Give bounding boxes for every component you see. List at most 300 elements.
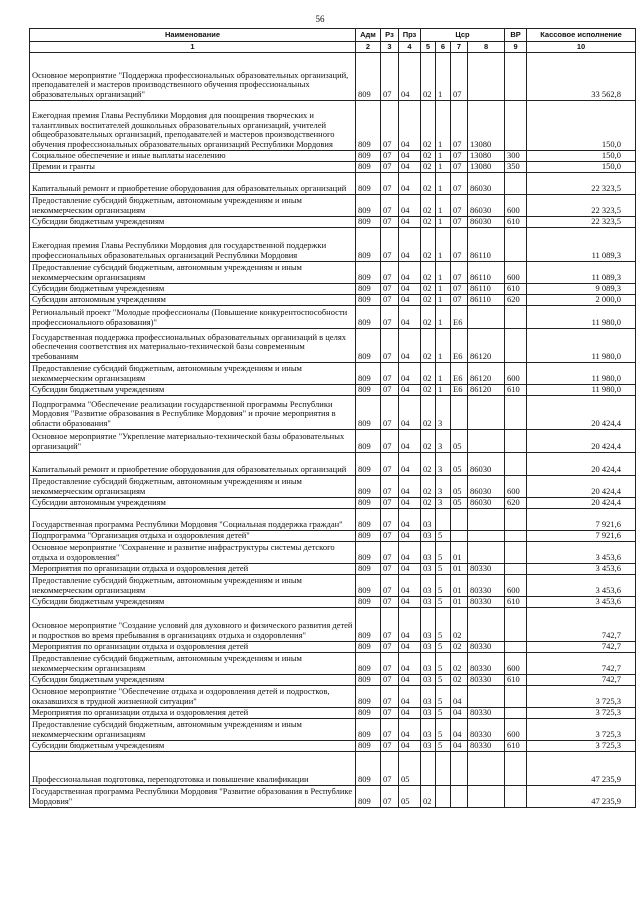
cell-rz: 07: [381, 652, 399, 674]
cell-vr: [505, 429, 527, 452]
colnum: 6: [436, 42, 451, 53]
cell-csr-2: 1: [436, 384, 451, 395]
cell-adm: 809: [356, 785, 381, 807]
cell-csr-2: 5: [436, 641, 451, 652]
cell-csr-3: 01: [451, 596, 468, 607]
cell-csr-1: 03: [421, 674, 436, 685]
table-row: [30, 674, 636, 685]
cell-adm: 809: [356, 227, 381, 261]
colnum: 4: [399, 42, 421, 53]
cell-prz: 04: [399, 328, 421, 362]
cell-csr-2: 1: [436, 294, 451, 305]
cell-prz: 04: [399, 574, 421, 596]
table-row: [30, 452, 636, 475]
cell-vr: [505, 685, 527, 707]
table-row: [30, 384, 636, 395]
cell-csr-2: 5: [436, 652, 451, 674]
cell-csr-3: 01: [451, 563, 468, 574]
table-row: [30, 508, 636, 530]
cell-prz: 04: [399, 305, 421, 328]
cell-csr-3: 02: [451, 641, 468, 652]
cell-csr-1: 02: [421, 475, 436, 497]
cell-csr-1: 02: [421, 328, 436, 362]
cell-csr-3: 07: [451, 100, 468, 150]
cell-prz: 04: [399, 508, 421, 530]
cell-prz: 05: [399, 785, 421, 807]
cell-prz: 04: [399, 294, 421, 305]
table-row: [30, 305, 636, 328]
cell-csr-2: 5: [436, 740, 451, 751]
cell-vr: 600: [505, 475, 527, 497]
header-vr: ВР: [505, 29, 527, 42]
cell-rz: 07: [381, 305, 399, 328]
cell-csr-2: 3: [436, 429, 451, 452]
cell-name: Подпрограмма "Обеспечение реализации государственной программы Республики Мордовия "Развитие образования в Республике Мордовия" и прочие мероприятия в области образования": [30, 395, 356, 429]
cell-sum: 150,0: [527, 161, 636, 172]
cell-vr: [505, 227, 527, 261]
cell-prz: 04: [399, 227, 421, 261]
cell-csr-4: [468, 541, 505, 563]
cell-csr-3: 02: [451, 607, 468, 641]
cell-adm: 809: [356, 718, 381, 740]
cell-name: Субсидии бюджетным учреждениям: [30, 740, 356, 751]
cell-csr-1: 02: [421, 216, 436, 227]
colnum: 9: [505, 42, 527, 53]
column-number-row: [30, 42, 636, 53]
cell-csr-3: 02: [451, 674, 468, 685]
cell-name: Субсидии бюджетным учреждениям: [30, 596, 356, 607]
cell-sum: 3 453,6: [527, 541, 636, 563]
cell-vr: 600: [505, 194, 527, 216]
cell-csr-4: 86030: [468, 497, 505, 508]
cell-rz: 07: [381, 283, 399, 294]
cell-csr-4: 86030: [468, 452, 505, 475]
cell-rz: 07: [381, 785, 399, 807]
cell-csr-1: 03: [421, 707, 436, 718]
cell-csr-2: 5: [436, 530, 451, 541]
cell-csr-2: 1: [436, 172, 451, 194]
cell-sum: 3 725,3: [527, 740, 636, 751]
cell-sum: 742,7: [527, 652, 636, 674]
cell-csr-4: 80330: [468, 740, 505, 751]
cell-adm: 809: [356, 674, 381, 685]
cell-csr-1: 02: [421, 362, 436, 384]
cell-prz: 04: [399, 641, 421, 652]
header-csr: Цср: [421, 29, 505, 42]
table-row: [30, 52, 636, 100]
cell-csr-2: 5: [436, 574, 451, 596]
cell-adm: 809: [356, 685, 381, 707]
cell-prz: 04: [399, 172, 421, 194]
cell-sum: 3 725,3: [527, 685, 636, 707]
cell-csr-2: 5: [436, 596, 451, 607]
cell-csr-4: 86030: [468, 216, 505, 227]
cell-adm: 809: [356, 740, 381, 751]
cell-adm: 809: [356, 596, 381, 607]
cell-adm: 809: [356, 452, 381, 475]
cell-csr-3: 05: [451, 429, 468, 452]
cell-prz: 04: [399, 161, 421, 172]
cell-rz: 07: [381, 530, 399, 541]
table-row: [30, 596, 636, 607]
cell-adm: 809: [356, 607, 381, 641]
cell-csr-2: 1: [436, 362, 451, 384]
cell-name: Государственная программа Республики Мордовия "Социальная поддержка граждан": [30, 508, 356, 530]
cell-rz: 07: [381, 607, 399, 641]
table-row: [30, 563, 636, 574]
cell-rz: 07: [381, 395, 399, 429]
cell-prz: 04: [399, 718, 421, 740]
table-row: [30, 227, 636, 261]
cell-csr-4: 13080: [468, 100, 505, 150]
cell-csr-4: 13080: [468, 150, 505, 161]
cell-csr-3: 01: [451, 541, 468, 563]
cell-prz: 04: [399, 707, 421, 718]
cell-csr-4: 80330: [468, 596, 505, 607]
cell-csr-3: 05: [451, 475, 468, 497]
table-row: [30, 718, 636, 740]
cell-csr-3: 07: [451, 161, 468, 172]
cell-vr: 620: [505, 294, 527, 305]
cell-csr-3: E6: [451, 328, 468, 362]
cell-csr-4: [468, 395, 505, 429]
cell-adm: 809: [356, 384, 381, 395]
colnum: 3: [381, 42, 399, 53]
cell-vr: 610: [505, 216, 527, 227]
cell-csr-3: [451, 785, 468, 807]
cell-rz: 07: [381, 508, 399, 530]
cell-csr-3: 07: [451, 52, 468, 100]
cell-rz: 07: [381, 100, 399, 150]
cell-vr: 620: [505, 497, 527, 508]
cell-rz: 07: [381, 384, 399, 395]
cell-rz: 07: [381, 674, 399, 685]
cell-csr-3: [451, 395, 468, 429]
cell-csr-1: 03: [421, 718, 436, 740]
cell-adm: 809: [356, 362, 381, 384]
table-row: [30, 100, 636, 150]
cell-csr-3: 05: [451, 452, 468, 475]
cell-adm: 809: [356, 150, 381, 161]
cell-vr: 600: [505, 652, 527, 674]
cell-sum: 9 089,3: [527, 283, 636, 294]
cell-csr-3: 05: [451, 497, 468, 508]
cell-rz: 07: [381, 328, 399, 362]
cell-csr-2: 1: [436, 261, 451, 283]
cell-name: Мероприятия по организации отдыха и оздоровления детей: [30, 641, 356, 652]
cell-csr-1: 03: [421, 641, 436, 652]
cell-csr-1: 02: [421, 785, 436, 807]
cell-name: Субсидии автономным учреждениям: [30, 497, 356, 508]
cell-prz: 04: [399, 194, 421, 216]
cell-sum: 150,0: [527, 150, 636, 161]
table-row: [30, 685, 636, 707]
cell-sum: 20 424,4: [527, 452, 636, 475]
cell-csr-2: 3: [436, 497, 451, 508]
cell-sum: 3 453,6: [527, 574, 636, 596]
cell-prz: 04: [399, 530, 421, 541]
cell-csr-1: 02: [421, 52, 436, 100]
cell-vr: 600: [505, 261, 527, 283]
cell-name: Предоставление субсидий бюджетным, автономным учреждениям и иным некоммерческим организациям: [30, 475, 356, 497]
colnum: 5: [421, 42, 436, 53]
cell-rz: 07: [381, 150, 399, 161]
cell-csr-1: 02: [421, 227, 436, 261]
cell-rz: 07: [381, 227, 399, 261]
table-row: [30, 328, 636, 362]
cell-prz: 04: [399, 596, 421, 607]
cell-csr-4: [468, 607, 505, 641]
table-row: [30, 216, 636, 227]
cell-csr-3: 04: [451, 718, 468, 740]
cell-csr-1: 02: [421, 161, 436, 172]
cell-adm: 809: [356, 541, 381, 563]
cell-csr-4: 80330: [468, 652, 505, 674]
cell-sum: 33 562,8: [527, 52, 636, 100]
cell-csr-2: 5: [436, 718, 451, 740]
cell-csr-3: [451, 530, 468, 541]
cell-prz: 04: [399, 497, 421, 508]
cell-rz: 07: [381, 475, 399, 497]
cell-csr-3: 07: [451, 283, 468, 294]
cell-adm: 809: [356, 508, 381, 530]
cell-csr-1: 02: [421, 429, 436, 452]
cell-name: Субсидии бюджетным учреждениям: [30, 384, 356, 395]
cell-adm: 809: [356, 475, 381, 497]
cell-csr-3: E6: [451, 305, 468, 328]
cell-name: Мероприятия по организации отдыха и оздоровления детей: [30, 707, 356, 718]
cell-name: Подпрограмма "Организация отдыха и оздоровления детей": [30, 530, 356, 541]
cell-csr-1: 03: [421, 530, 436, 541]
cell-csr-2: 1: [436, 52, 451, 100]
cell-adm: 809: [356, 294, 381, 305]
cell-sum: 47 235,9: [527, 785, 636, 807]
cell-csr-3: E6: [451, 362, 468, 384]
cell-rz: 07: [381, 362, 399, 384]
cell-csr-2: 3: [436, 452, 451, 475]
table-row: [30, 194, 636, 216]
table-row: [30, 530, 636, 541]
table-row: [30, 541, 636, 563]
cell-sum: 150,0: [527, 100, 636, 150]
cell-csr-2: 5: [436, 563, 451, 574]
cell-name: Ежегодная премия Главы Республики Мордовия для государственной поддержки профессиональных образовательных организаций Республики Мордовия: [30, 227, 356, 261]
cell-vr: [505, 305, 527, 328]
cell-vr: [505, 52, 527, 100]
cell-rz: 07: [381, 641, 399, 652]
colnum: 10: [527, 42, 636, 53]
cell-sum: 47 235,9: [527, 751, 636, 785]
cell-prz: 04: [399, 541, 421, 563]
cell-adm: 809: [356, 751, 381, 785]
cell-csr-4: 86120: [468, 328, 505, 362]
cell-csr-4: 86110: [468, 261, 505, 283]
cell-vr: [505, 172, 527, 194]
cell-vr: [505, 530, 527, 541]
table-row: [30, 261, 636, 283]
cell-rz: 07: [381, 541, 399, 563]
cell-csr-4: 86120: [468, 384, 505, 395]
cell-csr-2: 3: [436, 475, 451, 497]
cell-csr-2: [436, 785, 451, 807]
cell-rz: 07: [381, 172, 399, 194]
cell-csr-1: 03: [421, 541, 436, 563]
cell-csr-1: 02: [421, 452, 436, 475]
header-name: Наименование: [30, 29, 356, 42]
cell-sum: 3 725,3: [527, 707, 636, 718]
cell-csr-2: 1: [436, 100, 451, 150]
cell-vr: [505, 452, 527, 475]
cell-name: Социальное обеспечение и иные выплаты населению: [30, 150, 356, 161]
table-row: [30, 497, 636, 508]
cell-csr-1: 03: [421, 740, 436, 751]
cell-vr: [505, 541, 527, 563]
cell-name: Субсидии автономным учреждениям: [30, 294, 356, 305]
cell-csr-2: 5: [436, 541, 451, 563]
cell-prz: 04: [399, 395, 421, 429]
cell-csr-1: 03: [421, 652, 436, 674]
cell-rz: 07: [381, 429, 399, 452]
cell-csr-4: [468, 429, 505, 452]
cell-rz: 07: [381, 707, 399, 718]
cell-csr-2: 1: [436, 227, 451, 261]
cell-sum: 22 323,5: [527, 194, 636, 216]
cell-prz: 04: [399, 362, 421, 384]
cell-rz: 07: [381, 194, 399, 216]
cell-adm: 809: [356, 172, 381, 194]
cell-rz: 07: [381, 574, 399, 596]
cell-name: Субсидии бюджетным учреждениям: [30, 283, 356, 294]
cell-name: Субсидии бюджетным учреждениям: [30, 674, 356, 685]
colnum: 8: [468, 42, 505, 53]
cell-csr-3: 02: [451, 652, 468, 674]
table-row: [30, 707, 636, 718]
cell-sum: 22 323,5: [527, 216, 636, 227]
cell-csr-1: 02: [421, 100, 436, 150]
table-row: [30, 294, 636, 305]
table-row: [30, 607, 636, 641]
cell-sum: 11 980,0: [527, 362, 636, 384]
cell-vr: 600: [505, 574, 527, 596]
cell-csr-4: 86110: [468, 227, 505, 261]
cell-prz: 04: [399, 216, 421, 227]
cell-csr-4: 80330: [468, 718, 505, 740]
cell-sum: 20 424,4: [527, 475, 636, 497]
cell-prz: 04: [399, 452, 421, 475]
cell-csr-1: 02: [421, 497, 436, 508]
cell-prz: 04: [399, 283, 421, 294]
cell-csr-3: 07: [451, 194, 468, 216]
cell-rz: 07: [381, 563, 399, 574]
budget-table: [29, 28, 636, 808]
cell-rz: 07: [381, 740, 399, 751]
cell-csr-2: 1: [436, 328, 451, 362]
cell-sum: 20 424,4: [527, 395, 636, 429]
cell-vr: 610: [505, 596, 527, 607]
cell-prz: 04: [399, 740, 421, 751]
cell-name: Предоставление субсидий бюджетным, автономным учреждениям и иным некоммерческим организациям: [30, 261, 356, 283]
cell-csr-3: [451, 508, 468, 530]
cell-name: Предоставление субсидий бюджетным, автономным учреждениям и иным некоммерческим организациям: [30, 574, 356, 596]
colnum: 7: [451, 42, 468, 53]
colnum: 1: [30, 42, 356, 53]
cell-prz: 04: [399, 384, 421, 395]
cell-name: Предоставление субсидий бюджетным, автономным учреждениям и иным некоммерческим организациям: [30, 362, 356, 384]
cell-prz: 04: [399, 429, 421, 452]
cell-adm: 809: [356, 497, 381, 508]
cell-csr-1: 03: [421, 508, 436, 530]
cell-csr-4: [468, 508, 505, 530]
cell-csr-4: 86110: [468, 283, 505, 294]
cell-csr-1: 02: [421, 261, 436, 283]
cell-csr-2: 5: [436, 607, 451, 641]
table-row: [30, 172, 636, 194]
cell-csr-2: 1: [436, 194, 451, 216]
cell-csr-1: 02: [421, 194, 436, 216]
cell-csr-4: [468, 785, 505, 807]
cell-vr: [505, 508, 527, 530]
cell-prz: 04: [399, 150, 421, 161]
cell-sum: 11 089,3: [527, 227, 636, 261]
cell-csr-4: [468, 52, 505, 100]
cell-name: Премии и гранты: [30, 161, 356, 172]
cell-name: Основное мероприятие "Сохранение и развитие инфраструктуры системы детского отдыха и оздоровления": [30, 541, 356, 563]
table-row: [30, 283, 636, 294]
cell-csr-3: 04: [451, 685, 468, 707]
cell-vr: 610: [505, 384, 527, 395]
cell-name: Основное мероприятие "Создание условий для духовного и физического развития детей и подростков во время пребывания в организациях отдыха и оздоровления": [30, 607, 356, 641]
cell-csr-3: 07: [451, 216, 468, 227]
cell-csr-3: 04: [451, 707, 468, 718]
cell-csr-1: 02: [421, 150, 436, 161]
cell-vr: 350: [505, 161, 527, 172]
header-cash: Кассовое исполнение: [527, 29, 636, 42]
cell-adm: 809: [356, 563, 381, 574]
cell-csr-3: 04: [451, 740, 468, 751]
cell-rz: 07: [381, 685, 399, 707]
cell-csr-4: 86120: [468, 362, 505, 384]
cell-vr: [505, 751, 527, 785]
cell-adm: 809: [356, 216, 381, 227]
table-row: [30, 362, 636, 384]
cell-csr-4: [468, 751, 505, 785]
cell-name: Государственная поддержка профессиональных образовательных организаций в целях обеспечения соответствия их материально-технической базы современным требованиям: [30, 328, 356, 362]
cell-csr-4: [468, 305, 505, 328]
cell-sum: 742,7: [527, 607, 636, 641]
cell-csr-1: 03: [421, 685, 436, 707]
cell-sum: 20 424,4: [527, 429, 636, 452]
cell-adm: 809: [356, 530, 381, 541]
cell-name: Капитальный ремонт и приобретение оборудования для образовательных организаций: [30, 452, 356, 475]
cell-csr-2: 1: [436, 216, 451, 227]
cell-name: Предоставление субсидий бюджетным, автономным учреждениям и иным некоммерческим организациям: [30, 718, 356, 740]
table-row: [30, 785, 636, 807]
cell-csr-1: 03: [421, 563, 436, 574]
cell-prz: 04: [399, 563, 421, 574]
cell-prz: 04: [399, 652, 421, 674]
cell-name: Капитальный ремонт и приобретение оборудования для образовательных организаций: [30, 172, 356, 194]
cell-adm: 809: [356, 100, 381, 150]
cell-csr-1: 02: [421, 395, 436, 429]
cell-prz: 04: [399, 674, 421, 685]
cell-csr-2: 5: [436, 685, 451, 707]
cell-prz: 04: [399, 685, 421, 707]
cell-csr-3: 07: [451, 294, 468, 305]
cell-csr-4: 86110: [468, 294, 505, 305]
cell-rz: 07: [381, 52, 399, 100]
cell-csr-3: 07: [451, 261, 468, 283]
cell-csr-2: 3: [436, 395, 451, 429]
